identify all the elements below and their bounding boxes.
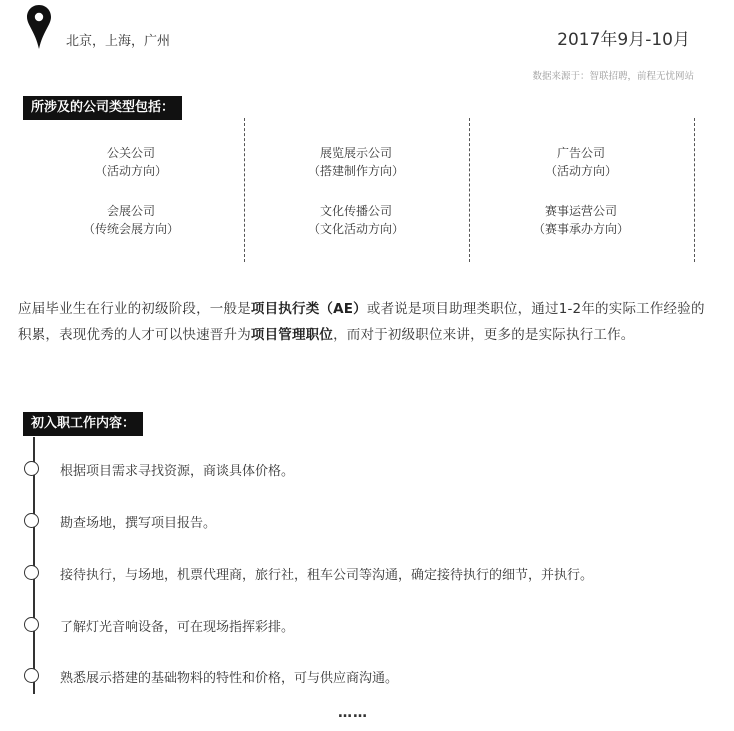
intro-highlight: 项目执行类（AE） xyxy=(250,301,367,317)
data-source-note: 数据来源于：智联招聘，前程无忧网站 xyxy=(532,71,694,82)
company-column xyxy=(276,144,436,260)
intro-paragraph xyxy=(18,296,714,348)
location-pin-icon xyxy=(26,4,52,50)
timeline-circle-icon xyxy=(24,617,39,632)
duty-text: 熟悉展示搭建的基础物料的特性和价格，可与供应商沟通。 xyxy=(60,671,399,686)
company-type-item xyxy=(51,202,211,260)
intro-text: 应届毕业生在行业的初级阶段，一般是 xyxy=(18,301,251,317)
duty-text: 根据项目需求寻找资源，商谈具体价格。 xyxy=(60,464,295,479)
company-type-name: 展览展示公司 xyxy=(319,146,392,160)
company-type-item xyxy=(501,144,661,202)
company-column xyxy=(51,144,211,260)
timeline-circle-icon xyxy=(24,513,39,528)
company-type-direction: （赛事承办方向） xyxy=(532,222,629,236)
more-ellipsis: …… xyxy=(338,705,368,721)
column-divider xyxy=(244,118,245,262)
company-type-item xyxy=(276,144,436,202)
company-type-item xyxy=(276,202,436,260)
intro-text: ，而对于初级职位来讲，更多的是实际执行工作。 xyxy=(333,327,635,343)
timeline-circle-icon xyxy=(24,668,39,683)
company-type-direction: （传统会展方向） xyxy=(82,222,179,236)
timeline-circle-icon xyxy=(24,461,39,476)
duty-text: 了解灯光音响设备，可在现场指挥彩排。 xyxy=(60,620,295,635)
column-divider xyxy=(694,118,695,262)
company-type-item xyxy=(501,202,661,260)
intro-text: 或者说是项目助理类职位，通过1-2年的实际工作经验的积累，表现优秀的人才可以快速晋升为 xyxy=(18,301,705,343)
cities-label: 北京，上海，广州 xyxy=(66,34,171,49)
company-type-direction: （活动方向） xyxy=(94,164,167,178)
duty-text: 接待执行，与场地，机票代理商，旅行社，租车公司等沟通，确定接待执行的细节，并执行。 xyxy=(60,568,594,583)
company-type-name: 赛事运营公司 xyxy=(544,204,617,218)
company-type-item xyxy=(51,144,211,202)
company-type-direction: （搭建制作方向） xyxy=(307,164,404,178)
company-type-direction: （活动方向） xyxy=(544,164,617,178)
intro-highlight: 项目管理职位 xyxy=(250,327,334,343)
timeline-circle-icon xyxy=(24,565,39,580)
duty-text: 勘查场地，撰写项目报告。 xyxy=(60,516,217,531)
company-column xyxy=(501,144,661,260)
column-divider xyxy=(469,118,470,262)
company-type-name: 文化传播公司 xyxy=(319,204,392,218)
company-type-name: 广告公司 xyxy=(556,146,605,160)
company-type-direction: （文化活动方向） xyxy=(307,222,404,236)
company-type-name: 公关公司 xyxy=(106,146,155,160)
company-type-name: 会展公司 xyxy=(106,204,155,218)
date-range: 2017年9月-10月 xyxy=(557,30,690,50)
duties-heading: 初入职工作内容： xyxy=(23,412,143,436)
company-types-heading: 所涉及的公司类型包括： xyxy=(23,96,182,120)
